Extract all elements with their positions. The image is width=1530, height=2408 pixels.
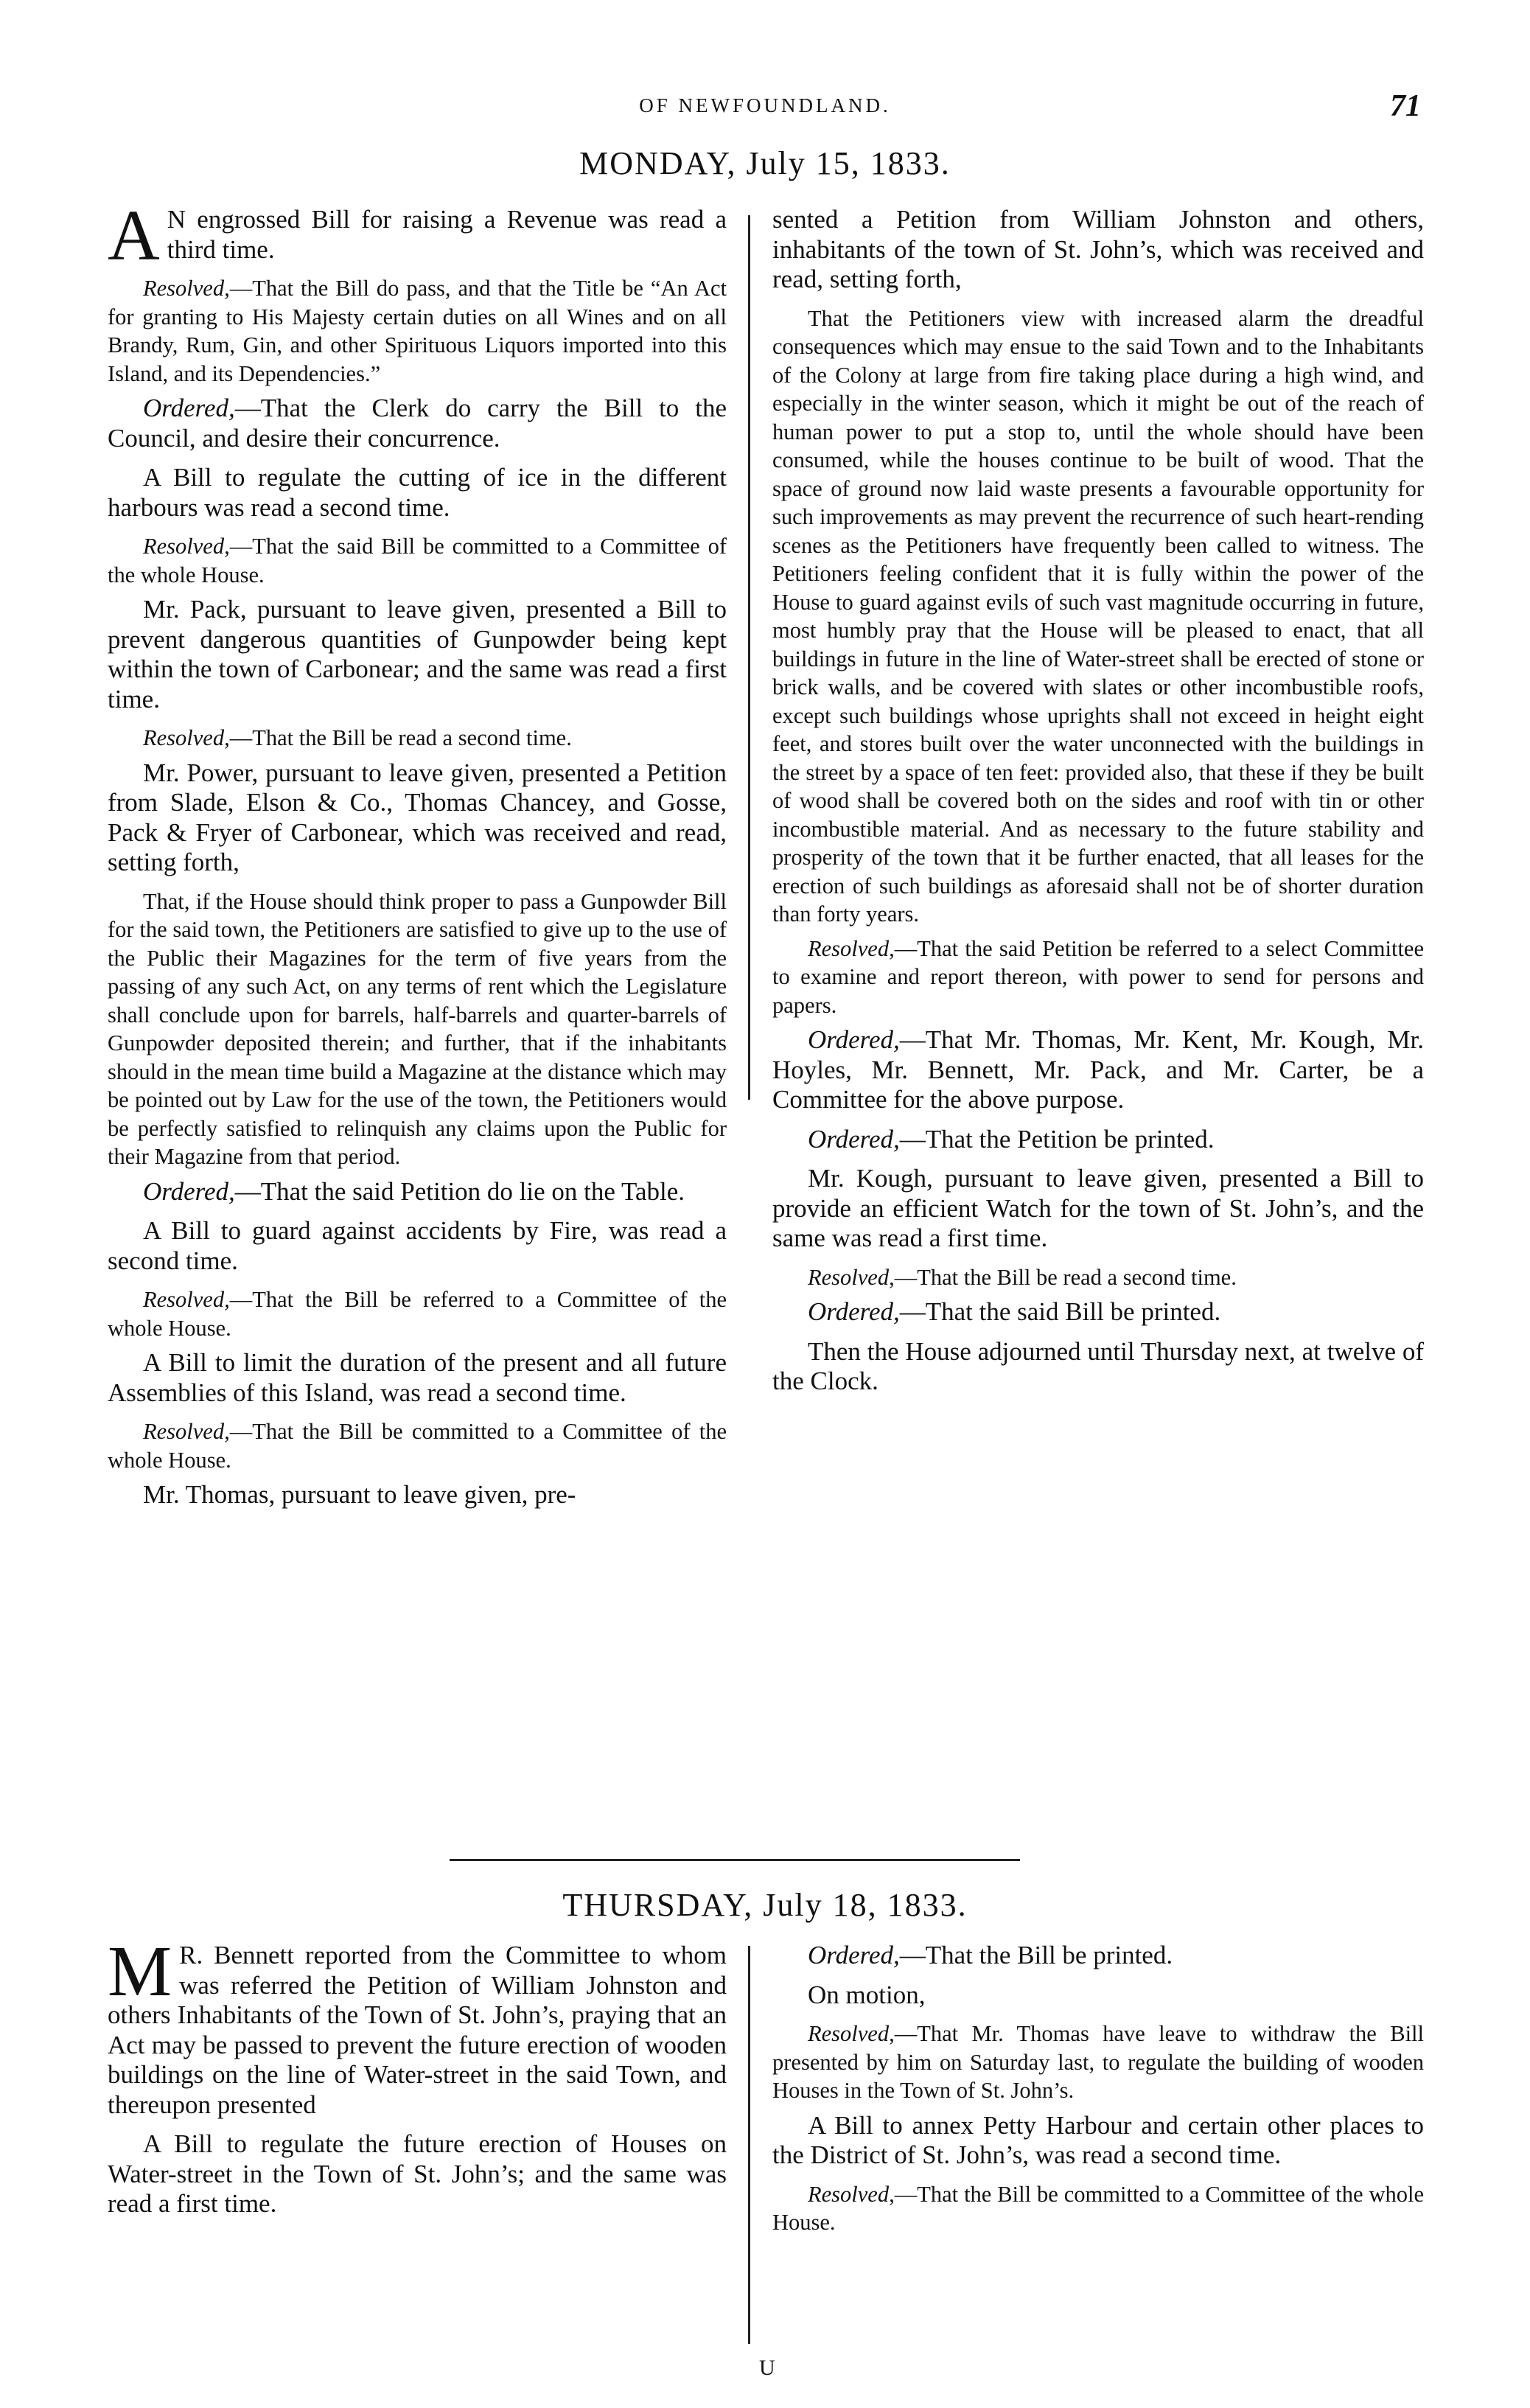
paragraph-text: Mr. Pack, pursuant to leave given, presented a Bill to prevent dangerous quantities of Gunpowder being kept within the town of Carbonear; and the same was read a first time. <box>108 595 727 713</box>
paragraph-text: Mr. Thomas, pursuant to leave given, pre- <box>143 1480 576 1509</box>
paragraph-text: —That the Bill be read a second time. <box>229 725 572 750</box>
section2-left-column <box>108 1932 727 2229</box>
paragraph <box>772 1025 1424 1115</box>
paragraph-text: —That the said Petition do lie on the Table. <box>234 1176 685 1206</box>
paragraph <box>108 724 727 753</box>
paragraph-lead: Resolved, <box>808 2181 895 2207</box>
paragraph-lead: Ordered, <box>808 1297 900 1326</box>
paragraph <box>772 1981 1424 2011</box>
paragraph <box>108 532 727 589</box>
page-number: 71 <box>1390 89 1421 123</box>
paragraph-lead: Resolved, <box>808 935 895 961</box>
paragraph-lead: Ordered, <box>143 1176 235 1206</box>
section2-right-column <box>772 1941 1424 2243</box>
paragraph-text: —That the said Bill be committed to a Committee of the whole House. <box>108 534 727 587</box>
paragraph <box>772 1297 1424 1327</box>
column-divider <box>748 215 750 1100</box>
paragraph <box>108 274 727 388</box>
column-divider-2 <box>748 1946 750 2344</box>
paragraph-text: —That the Bill be committed to a Committee of the whole House. <box>772 2181 1424 2235</box>
paragraph <box>772 1941 1424 1971</box>
signature-mark: U <box>759 2356 775 2380</box>
paragraph-text: —That the Bill do pass, and that the Title be “An Act for granting to His Majesty certain duties on all Wines and on all Brandy, Rum, Gin, and other Spirituous Liquors imported into this Island, and its Dependencies.” <box>108 276 727 386</box>
paragraph <box>108 463 727 523</box>
section-separator-rule <box>450 1859 1020 1861</box>
running-head <box>0 89 1530 131</box>
paragraph-text: That the Petitioners view with increased alarm the dreadful consequences which may ensue to the said Town and to the Inhabitants of the Colony at large from fire taking place during a high wind, and especially in the winter season, which it might be out of the reach of human power to put a stop to, until the whole should have been consumed, while the houses continue to be built of wood. That the space of ground now laid waste presents a favourable opportunity for such improvements as may prevent the recurrence of such heart-rending scenes as the Petitioners have frequently been called to witness. The Petitioners feeling confident that it is fully within the power of the House to guard against evils of such vast magnitude occurring in future, most humbly pray that the House will be pleased to enact, that all buildings in future in the line of Water-street shall be erected of stone or brick walls, and be covered with slates or other incombustible roofs, except such buildings whose uprights shall not exceed in height eight feet, and stores built over the water unconnected with the buildings in the street by a space of ten feet: provided also, that these if they be built of wood shall be covered both on the sides and roof with tin or other incombustible material. And as necessary to the future stability and prosperity of the town that it be further enacted, that all leases for the erection of such buildings as aforesaid shall not be of shorter duration than forty years. <box>772 305 1424 926</box>
paragraph <box>108 595 727 714</box>
paragraph-text: A Bill to annex Petty Harbour and certain other places to the District of St. John’s, was read a second time. <box>772 2110 1424 2169</box>
paragraph-text: A Bill to limit the duration of the present and all future Assemblies of this Island, was read a second time. <box>108 1348 727 1407</box>
paragraph-lead: Ordered, <box>143 394 235 422</box>
paragraph-text: —That the Bill be referred to a Committee of the whole House. <box>108 1287 727 1341</box>
paragraph-lead: Resolved, <box>143 1287 230 1312</box>
drop-cap: M <box>108 1932 172 2011</box>
paragraph <box>772 1125 1424 1155</box>
paragraph-text: —That the Clerk do carry the Bill to the Council, and desire their concurrence. <box>108 394 727 453</box>
paragraph <box>108 1177 727 1207</box>
section1-right-column <box>772 205 1424 1406</box>
paragraph-text: A Bill to guard against accidents by Fire, was read a second time. <box>108 1216 727 1275</box>
running-title: OF NEWFOUNDLAND. <box>639 94 891 116</box>
paragraph-text: —That the said Bill be printed. <box>899 1297 1221 1326</box>
paragraph-text: —That the Bill be read a second time. <box>894 1264 1237 1290</box>
paragraph-text: Mr. Power, pursuant to leave given, presented a Petition from Slade, Elson & Co., Thomas Chancey, and Gosse, Pack & Fryer of Carbonear, which was received and read, setting forth, <box>108 758 727 876</box>
paragraph <box>108 1348 727 1408</box>
paragraph <box>772 205 1424 295</box>
paragraph-lead: Resolved, <box>143 534 230 559</box>
paragraph-text: —That the Petition be printed. <box>899 1124 1215 1154</box>
paragraph-text: A Bill to regulate the future erection of Houses on Water-street in the Town of St. John’s; and the same was read a first time. <box>108 2129 727 2218</box>
paragraph-text: sented a Petition from William Johnston and others, inhabitants of the town of St. John’s, which was received and read, setting forth, <box>772 205 1424 293</box>
paragraph <box>108 887 727 1171</box>
paragraph-text: Mr. Kough, pursuant to leave given, presented a Bill to provide an efficient Watch for the town of St. John’s, and the same was read a first time. <box>772 1164 1424 1252</box>
paragraph-lead: Resolved, <box>808 1264 895 1290</box>
paragraph <box>772 2180 1424 2237</box>
paragraph-text: —That Mr. Thomas, Mr. Kent, Mr. Kough, Mr. Hoyles, Mr. Bennett, Mr. Pack, and Mr. Carter, be a Committee for the above purpose. <box>772 1025 1424 1114</box>
paragraph <box>772 935 1424 1020</box>
paragraph <box>772 2111 1424 2171</box>
paragraph-lead: Ordered, <box>808 1025 900 1054</box>
paragraph-text: Then the House adjourned until Thursday next, at twelve of the Clock. <box>772 1336 1424 1395</box>
paragraph <box>108 196 727 276</box>
paragraph <box>108 1417 727 1474</box>
paragraph <box>108 758 727 878</box>
paragraph-text: R. Bennett reported from the Committee to whom was referred the Petition of William Johnston and others Inhabitants of the Town of St. John’s, praying that an Act may be passed to prevent the future erection of wooden buildings on the line of Water-street in the said Town, and thereupon presented <box>108 1941 727 2119</box>
paragraph <box>108 1285 727 1342</box>
paragraph <box>772 1337 1424 1397</box>
paragraph-lead: Ordered, <box>808 1941 900 1969</box>
paragraph <box>772 1263 1424 1292</box>
paragraph <box>108 394 727 453</box>
section-date-heading: MONDAY, July 15, 1833. <box>579 145 951 181</box>
paragraph <box>108 2129 727 2219</box>
paragraph-lead: Resolved, <box>143 725 230 750</box>
section-date-heading-2: THURSDAY, July 18, 1833. <box>562 1887 968 1923</box>
paragraph-lead: Ordered, <box>808 1124 900 1154</box>
paragraph <box>108 1932 727 2120</box>
paragraph-text: —That the Bill be committed to a Committee of the whole House. <box>108 1419 727 1473</box>
paragraph-text: That, if the House should think proper to pass a Gunpowder Bill for the said town, the Petitioners are satisfied to give up to the use of the Public their Magazines for the term of five years from the passing of any such Act, on any terms of rent which the Legislature shall conclude upon for barrels, half-barrels and quarter-barrels of Gunpowder deposited therein; and further, that if the inhabitants should in the mean time build a Magazine at the distance which may be pointed out by Law for the use of the town, the Petitioners would be perfectly satisfied to relinquish any claims upon the Public for their Magazine from that period. <box>108 888 727 1169</box>
section1-left-column <box>108 196 727 1520</box>
paragraph <box>772 1164 1424 1254</box>
paragraph <box>108 1216 727 1276</box>
paragraph-text: On motion, <box>808 1980 926 2009</box>
paragraph-text: —That the Bill be printed. <box>899 1941 1173 1969</box>
paragraph <box>108 1480 727 1510</box>
paragraph-text: A Bill to regulate the cutting of ice in the different harbours was read a second time. <box>108 463 727 522</box>
drop-cap: A <box>108 196 160 276</box>
paragraph-text: N engrossed Bill for raising a Revenue was read a third time. <box>167 205 727 264</box>
paragraph-text: —That the said Petition be referred to a select Committee to examine and report thereon, with power to send for persons and papers. <box>772 935 1424 1018</box>
paragraph-text: —That Mr. Thomas have leave to withdraw the Bill presented by him on Saturday last, to regulate the building of wooden Houses in the Town of St. John’s. <box>772 2021 1424 2103</box>
paragraph <box>772 2020 1424 2105</box>
paragraph <box>772 304 1424 929</box>
paragraph-lead: Resolved, <box>143 1419 230 1444</box>
paragraph-lead: Resolved, <box>808 2021 895 2046</box>
paragraph-lead: Resolved, <box>143 276 230 301</box>
